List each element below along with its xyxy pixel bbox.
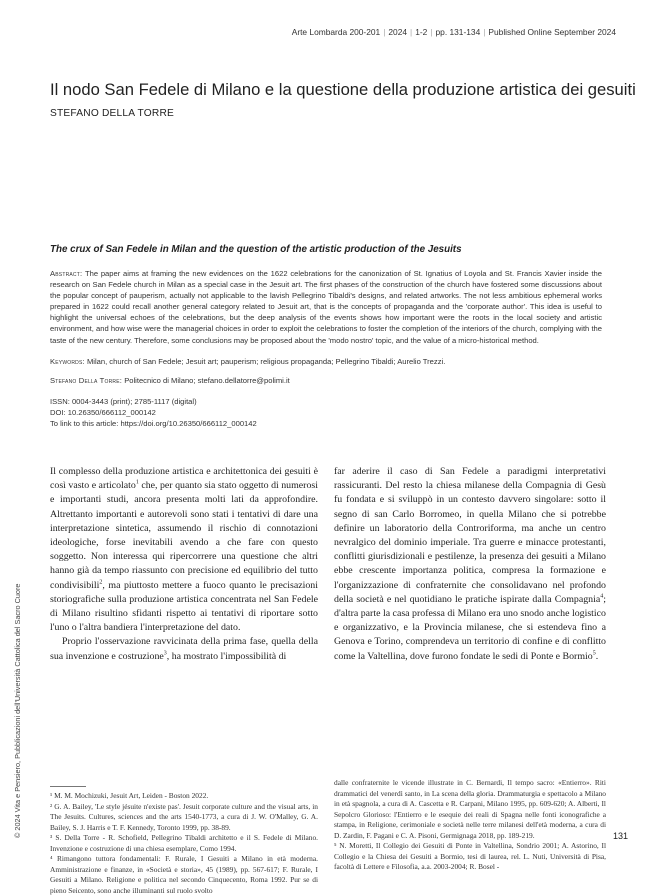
- abstract: [50, 268, 602, 346]
- article-title: Il nodo San Fedele di Milano e la questione della produzione artistica dei gesuiti: [50, 80, 636, 99]
- author-affiliation: [50, 375, 602, 386]
- journal-name: Arte Lombarda 200-201: [291, 27, 381, 37]
- abstract-label: Abstract:: [50, 269, 83, 278]
- footnote-ref[interactable]: 2: [99, 579, 103, 586]
- page-number: 131: [613, 831, 629, 841]
- affiliation-name: Stefano Della Torre:: [50, 376, 123, 385]
- article-meta: [50, 396, 257, 430]
- article-link[interactable]: To link to this article: https://doi.org/10.26350/666112_000142: [50, 419, 257, 429]
- footnote: ⁴ Rimangono tuttora fondamentali: F. Rurale, I Gesuiti a Milano in età moderna. Amministrazione e finanze, in «Società e storia», 45 (1989), pp. 567-617; F. Rurale, I Gesuiti a Milano. Religione e politica nel secondo Cinquecento, Roma 1992. Pur se di pieno Seicento, sono anche illuminanti sul ruolo svolto: [50, 854, 318, 895]
- body-column-left: [50, 465, 318, 664]
- footnote-ref[interactable]: 5: [592, 650, 596, 657]
- body-paragraph: Il complesso della produzione artistica e architettonica dei gesuiti è così vasto e articolato$^1$ che, per quanto sia stato oggetto di numerosi e importanti studi, ancora presenta molti lati da approfondire. Altrettanto importanti e autorevoli sono stati i tentativi di dare una interpretazione sintetica, assumendo il rischio di connotazioni ideologiche, forse inevitabili avendo a che fare con questo soggetto. Non interessa qui ripercorrere una questione che altri hanno già da tempo riassunto con precisione ed equilibrio del tutto condivisibili$^2$, ma piuttosto mettere a fuoco quanto le precisazioni storiografiche sulla produzione artistica concentrata nel San Fedele di Milano risultino sfidanti rispetto ai tentativi di riportare sotto l'uno o l'altra bandiera l'interpretazione del dato.: [50, 466, 318, 634]
- footnote-ref[interactable]: 3: [163, 650, 167, 657]
- keywords-label: Keywords:: [50, 357, 85, 366]
- footnote-ref[interactable]: 4: [600, 593, 604, 600]
- journal-header: Arte Lombarda 200-201 | 2024 | 1-2 | pp. 131-134 | Published Online September 2024: [291, 27, 616, 37]
- footnotes-left: [50, 786, 318, 896]
- footnotes-right: [334, 778, 606, 873]
- journal-year: 2024: [388, 27, 408, 37]
- body-paragraph: far aderire il caso di San Fedele a paradigmi interpretativi rassicuranti. Del resto la chiesa milanese della Compagnia di Gesù fu fondata e si sviluppò in un contesto davvero singolare: sotto il segno di san Carlo Borromeo, in quella Milano che si potrebbe definire un laboratorio della Controriforma, ma anche un centro nevralgico del dominio imperiale. Tra guerre e minacce protestanti, conflitti giurisdizionali e pestilenze, la presenza dei gesuiti a Milano ebbe crescente importanza politica, compresa la formazione e l'organizzazione di confraternite che consolidavano nel profondo della società e nel quotidiano le pratiche ispirate dalla Compagnia$^4$; d'altra parte la casa professa di Milano era uno snodo anche logistico e organizzativo, e la Provincia milanese, che si estendeva fino a Genova e Torino, comprendeva un territorio di confine e di conflitto come la Valtellina, dove furono fondate le sedi di Ponte e Bormio$^5$.: [334, 466, 606, 662]
- affiliation-text: Politecnico di Milano; stefano.dellatorre@polimi.it: [124, 376, 290, 385]
- footnote: dalle confraternite le vicende illustrate in C. Bernardi, Il tempo sacro: «Entierro». Riti drammatici del venerdì santo, in La scena della gloria. Drammaturgia e spettacolo a Milano in età spagnola, a cura di A. Cascetta e R. Carpani, Milano 1995, pp. 609-620; A. Alberti, Il Sepolcro Glorioso: l'Entierro e le esequie dei reali di Spagna nelle fonti iconografiche a stampa, in Religione, cerimoniale e società nelle terre milanesi dell'età moderna, a cura di D. Zardin, F. Pagani e C. A. Pisoni, Germignaga 2018, pp. 189-219.: [334, 778, 606, 840]
- published-date: Published Online September 2024: [488, 27, 616, 37]
- footnote: ³ S. Della Torre - R. Schofield, Pellegrino Tibaldi architetto e il S. Fedele di Milano. Invenzione e costruzione di una chiesa esemplare, Como 1994.: [50, 833, 318, 853]
- keywords-text: Milan, church of San Fedele; Jesuit art; pauperism; religious propaganda; Pellegrino Tibaldi; Aurelio Trezzi.: [86, 357, 446, 366]
- body-column-right: [334, 465, 606, 664]
- footnote-divider: [50, 786, 86, 787]
- keywords: [50, 356, 602, 367]
- journal-issue: 1-2: [415, 27, 428, 37]
- doi: DOI: 10.26350/666112_000142: [50, 408, 156, 418]
- issn: ISSN: 0004-3443 (print); 2785-1117 (digital): [50, 397, 197, 406]
- abstract-text: The paper aims at framing the new evidences on the 1622 celebrations for the canonization of St. Ignatius of Loyola and St. Francis Xavier inside the research on San Fedele church in Milan as a special case in the Jesuit art. The first phases of the construction of the church have fostered some discussions about the popular concept of pauperism, actually not applicable to the lavish Pellegrino Tibaldi's designs, and related artworks. The not less ambitious ephemeral works prepared in 1622 could recall another general category related to Jesuit art, that is the concepts of propaganda and the 'corporate author'. This idea is useful to highlight the universal echoes of the celebrations, but the deep analysis of the events shows how important were the roots in the local society and artistic environment, and how wise were the managerial choices in order to exploit the celebrations to foster the completion of the interiors of the church, complying with the taste of the new century. Therefore, some conclusions may be proposed about the 'modo nostro' topic, and the value of a micro-historical method.: [50, 269, 602, 345]
- english-title: The crux of San Fedele in Milan and the question of the artistic production of the Jesuits: [50, 244, 462, 255]
- journal-pages: pp. 131-134: [435, 27, 481, 37]
- footnote: ¹ M. M. Mochizuki, Jesuit Art, Leiden - Boston 2022.: [50, 791, 209, 800]
- footnote: ² G. A. Bailey, 'Le style jésuite n'existe pas'. Jesuit corporate culture and the visual arts, in The Jesuits. Cultures, sciences and the arts 1540-1773, a cura di J. W. O'Malley, G. A. Bailey, S. J. Harris e T. F. Kennedy, Toronto 1999, pp. 38-89.: [50, 801, 318, 832]
- body-paragraph: Proprio l'osservazione ravvicinata della prima fase, quella della sua invenzione e costruzione$^3$, ha mostrato l'impossibilità di: [50, 636, 318, 662]
- footnote-ref[interactable]: 1: [135, 479, 139, 486]
- copyright-notice: © 2024 Vita e Pensiero, Pubblicazioni dell'Università Cattolica del Sacro Cuore: [13, 583, 22, 838]
- article-author: STEFANO DELLA TORRE: [50, 108, 175, 119]
- footnote: ⁵ N. Moretti, Il Collegio dei Gesuiti di Ponte in Valtellina, Sondrio 2001; A. Astorino, Il Collegio e la Chiesa dei Gesuiti a Bormio, tesi di laurea, rel. L. Nuti, Università di Pisa, facoltà di Lettere e Filosofia, a.a. 2003-2004; R. Bosel -: [334, 841, 606, 871]
